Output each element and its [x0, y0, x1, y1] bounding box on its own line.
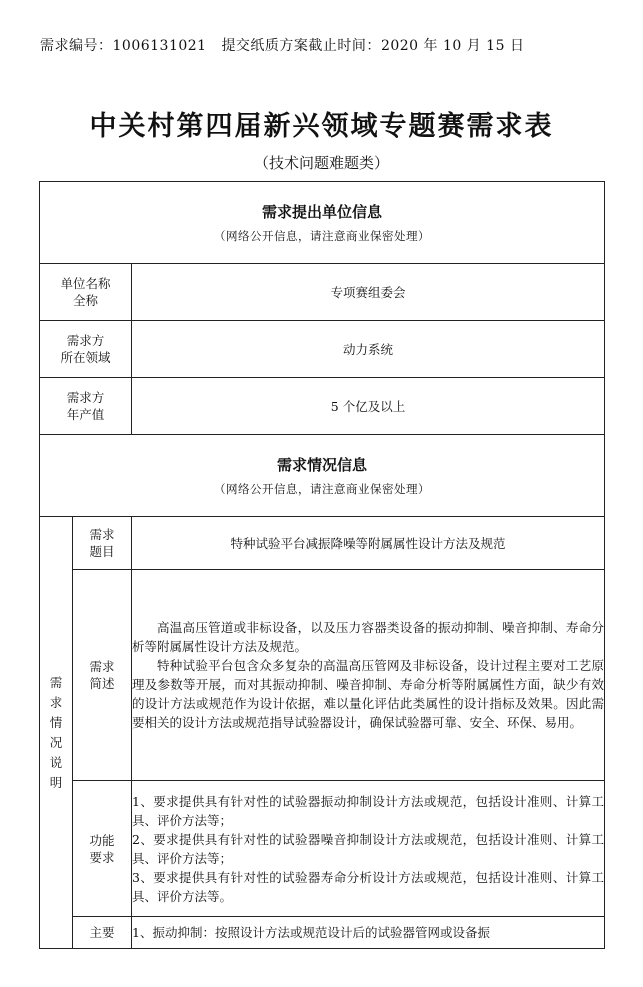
unit-name-value: 专项赛组委会 [132, 264, 605, 321]
table-row [40, 378, 605, 435]
label-line: 年产值 [66, 407, 105, 422]
label-line: 单位名称 [60, 276, 111, 291]
table-row [40, 264, 605, 321]
summary-paragraph-2: 特种试验平台包含众多复杂的高温高压管网及非标设备，设计过程主要对工艺原理及参数等开展，而对其振动抑制、噪音抑制、寿命分析等附属属性方面，缺少有效的设计方法或规范作为设计依据，难以量化评估此类属性的设计指标及效果。因此需要相关的设计方法或规范指导试验器设计，确保试验器可靠、安全、环保、易用。 [132, 658, 604, 730]
demand-number: 1006131021 [112, 38, 207, 54]
unit-name-label [40, 264, 132, 321]
main-value: 1、振动抑制：按照设计方法或规范设计后的试验器管网或设备振 [132, 917, 605, 949]
demand-description-side-label [40, 517, 73, 949]
header-line [40, 35, 524, 55]
requirement-item-1: 1、要求提供具有针对性的试验器振动抑制设计方法或规范，包括设计准则、计算工具、评价方法等； [132, 793, 604, 828]
output-label [40, 378, 132, 435]
topic-value: 特种试验平台减振降噪等附属属性设计方法及规范 [132, 517, 605, 570]
side-char: 况 [49, 734, 63, 750]
side-char: 明 [49, 774, 63, 790]
table-row [40, 781, 605, 917]
section1-header-row [40, 182, 605, 264]
page-title: 中关村第四届新兴领域专题赛需求表 [89, 111, 554, 142]
label-line: 需求 [89, 527, 115, 542]
table-row [40, 321, 605, 378]
deadline-label: 提交纸质方案截止时间： [221, 38, 381, 54]
section2-header [40, 435, 605, 517]
summary-text [132, 570, 605, 781]
label-line: 需求方 [66, 390, 105, 405]
table-row [40, 570, 605, 781]
label-line: 所在领域 [60, 350, 111, 365]
function-label [73, 781, 132, 917]
section1-header [40, 182, 605, 264]
requirement-item-3: 3、要求提供具有针对性的试验器寿命分析设计方法或规范，包括设计准则、计算工具、评价方法等。 [132, 869, 604, 904]
output-value: 5 个亿及以上 [132, 378, 605, 435]
label-line: 题目 [89, 544, 115, 559]
demand-form-table [39, 181, 605, 949]
domain-value: 动力系统 [132, 321, 605, 378]
label-line: 要求 [89, 849, 115, 865]
main-label: 主要 [73, 917, 132, 949]
requirement-item-2: 2、要求提供具有针对性的试验器噪音抑制设计方法或规范，包括设计准则、计算工具、评价方法等； [132, 831, 604, 866]
table-row [40, 517, 605, 570]
side-char: 情 [49, 714, 63, 730]
side-char: 说 [49, 754, 63, 770]
summary-label [73, 570, 132, 781]
label-line: 需求 [89, 659, 115, 674]
table-row [40, 917, 605, 949]
section2-title: 需求情况信息 [276, 456, 367, 474]
summary-paragraph-1: 高温高压管道或非标设备，以及压力容器类设备的振动抑制、噪音抑制、寿命分析等附属属性设计方法及规范。 [132, 620, 604, 654]
function-requirements [132, 781, 605, 917]
label-line: 全称 [72, 293, 98, 308]
section2-note: （网络公开信息，请注意商业保密处理） [214, 482, 430, 496]
section2-header-row [40, 435, 605, 517]
page-subtitle: （技术问题难题类） [253, 154, 389, 172]
label-line: 简述 [89, 676, 115, 691]
domain-label [40, 321, 132, 378]
topic-label [73, 517, 132, 570]
section1-note: （网络公开信息，请注意商业保密处理） [214, 229, 430, 243]
side-char: 需 [49, 674, 63, 690]
deadline-date: 2020 年 10 月 15 日 [380, 38, 525, 54]
label-line: 需求方 [66, 333, 105, 348]
side-char: 求 [49, 694, 63, 710]
label-line: 功能 [89, 832, 115, 848]
section1-title: 需求提出单位信息 [261, 203, 382, 221]
demand-number-label: 需求编号： [40, 38, 113, 54]
